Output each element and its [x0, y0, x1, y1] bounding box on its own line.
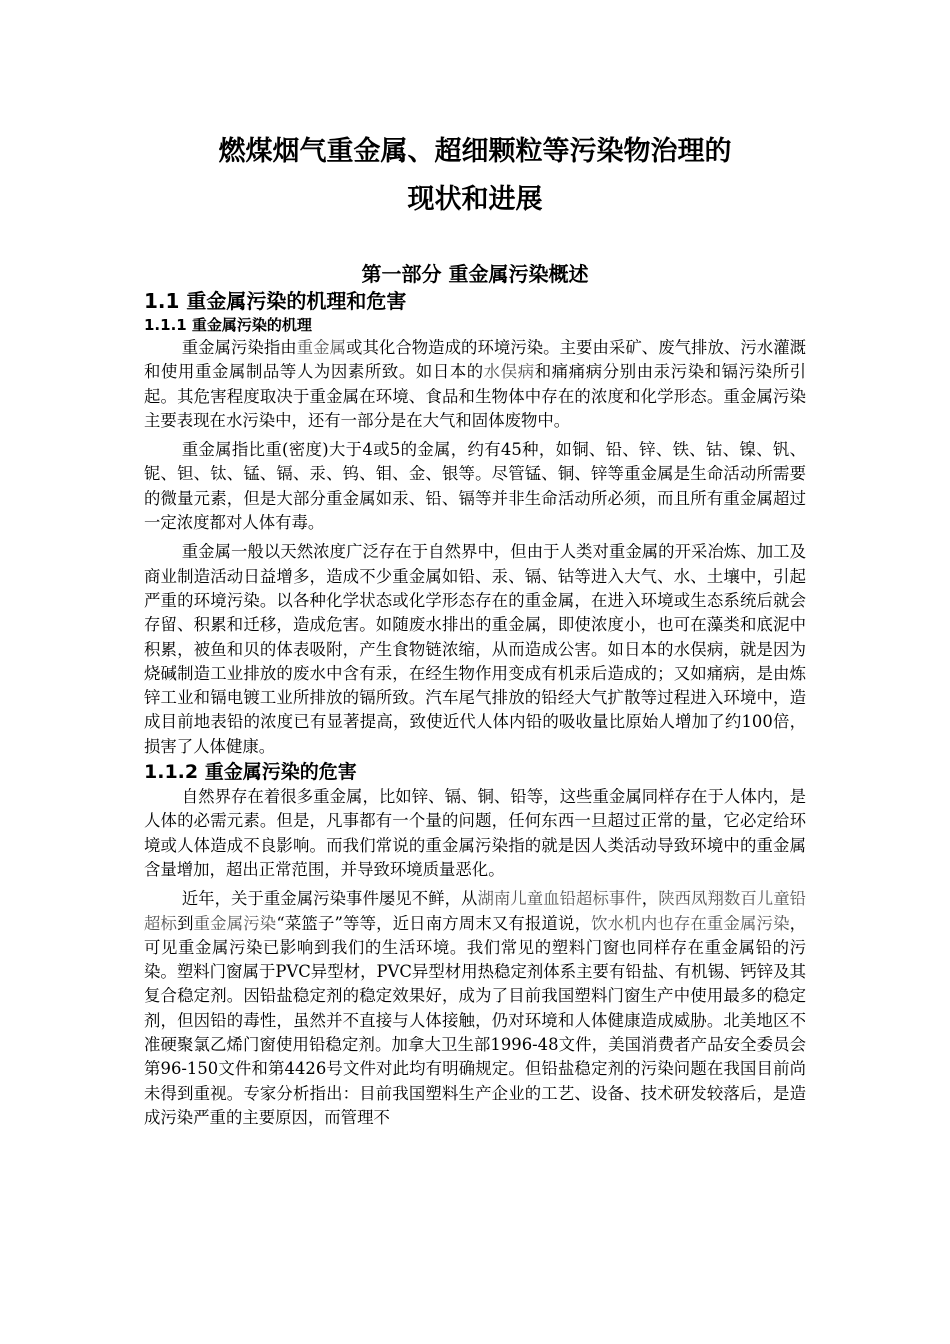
body-text: 重金属污染指由 — [181, 338, 297, 357]
body-text: 和痛痛病分别由汞污染和镉污染所引起。其危害程度取决于重金属在环境、食品和生物体中存在的浓度和化学形态。重金属污染主要表现在水污染中，还有一部分是在大气和固体废物中。 — [144, 362, 807, 430]
body-text: 近年，关于重金属污染事件屡见不鲜，从 — [181, 889, 478, 909]
body-text: ，可见重金属污染已影响到我们的生活环境。我们常见的塑料门窗也同样存在重金属铅的污染。塑料门窗属于PVC异型材，PVC异型材用热稳定剂体系主要有铅盐、有机锡、钙锌及其复合稳定剂。因铅盐稳定剂的稳定效果好，成为了目前我国塑料门窗生产中使用最多的稳定剂，但因铅的毒性，虽然并不直接与人体接触，仍对环境和人体健康造成威胁。北美地区不准硬聚氯乙烯门窗使用铅稳定剂。加拿大卫生部1996-48文件，美国消费者产品安全委员会第96-150文件和第4426号文件对此均有明确规定。但铅盐稳定剂的污染问题在我国目前尚未得到重视。专家分析指出：目前我国塑料生产企业的工艺、设备、技术研发较落后，是造成污染严重的主要原因，而管理不 — [144, 913, 807, 1127]
body-text: 或其化合物造成的环境污染。主要由采矿、废气排放、污水灌溉和使用重金属制品等人为因素所致。如日本的 — [144, 338, 807, 382]
section-1-1-1-heading: 1.1.1 重金属污染的机理 — [144, 316, 312, 334]
body-text: 到 — [177, 913, 194, 933]
document-title — [144, 128, 806, 224]
title-line-1: 燃煤烟气重金属、超细颗粒等污染物治理的 — [218, 136, 732, 167]
section-1-1-heading: 1.1 重金属污染的机理和危害 — [144, 289, 407, 313]
hyperlink-text[interactable]: 饮水机内也存在重金属污染 — [591, 913, 790, 933]
paragraph-1 — [144, 336, 806, 433]
paragraph-4: 自然界存在着很多重金属，比如锌、镉、铜、铅等，这些重金属同样存在于人体内，是人体的必需元素。但是，凡事都有一个量的问题，任何东西一旦超过正常的量，它必定给环境或人体造成不良影响。而我们常说的重金属污染指的就是因人类活动导致环境中的重金属含量增加，超出正常范围，并导致环境质量恶化。 — [144, 787, 806, 879]
paragraph-3: 重金属一般以天然浓度广泛存在于自然界中，但由于人类对重金属的开采冶炼、加工及商业制造活动日益增多，造成不少重金属如铅、汞、镉、钴等进入大气、水、土壤中，引起严重的环境污染。以各种化学状态或化学形态存在的重金属，在进入环境或生态系统后就会存留、积累和迁移，造成危害。如随废水排出的重金属，即使浓度小，也可在藻类和底泥中积累，被鱼和贝的体表吸附，产生食物链浓缩，从而造成公害。如日本的水俣病，就是因为烧碱制造工业排放的废水中含有汞，在经生物作用变成有机汞后造成的；又如痛病，是由炼锌工业和镉电镀工业所排放的镉所致。汽车尾气排放的铅经大气扩散等过程进入环境中，造成目前地表铅的浓度已有显著提高，致使近代人体内铅的吸收量比原始人增加了约100倍，损害了人体健康。 — [144, 542, 806, 756]
part-one-heading: 第一部分 重金属污染概述 — [361, 262, 589, 286]
hyperlink-text[interactable]: 陕西凤翔数百儿童铅超标 — [144, 889, 807, 933]
paragraph-5 — [144, 887, 806, 1130]
section-1-1-2-heading: 1.1.2 重金属污染的危害 — [144, 761, 357, 784]
body-text: ， — [641, 889, 659, 909]
hyperlink-text[interactable]: 重金属 — [296, 338, 347, 357]
hyperlink-text[interactable]: 水俣病 — [483, 362, 535, 382]
body-text: “菜篮子”等等，近日南方周末又有报道说， — [276, 913, 592, 933]
hyperlink-text[interactable]: 湖南儿童血铅超标事件 — [477, 889, 642, 909]
hyperlink-text[interactable]: 重金属污染 — [193, 913, 277, 933]
paragraph-2: 重金属指比重(密度)大于4或5的金属，约有45种，如铜、铅、锌、铁、钴、镍、钒、铌、钽、钛、锰、镉、汞、钨、钼、金、银等。尽管锰、铜、锌等重金属是生命活动所需要的微量元素，但是大部分重金属如汞、铅、镉等并非生命活动所必须，而且所有重金属超过一定浓度都对人体有毒。 — [144, 440, 806, 533]
title-line-2: 现状和进展 — [407, 184, 543, 215]
